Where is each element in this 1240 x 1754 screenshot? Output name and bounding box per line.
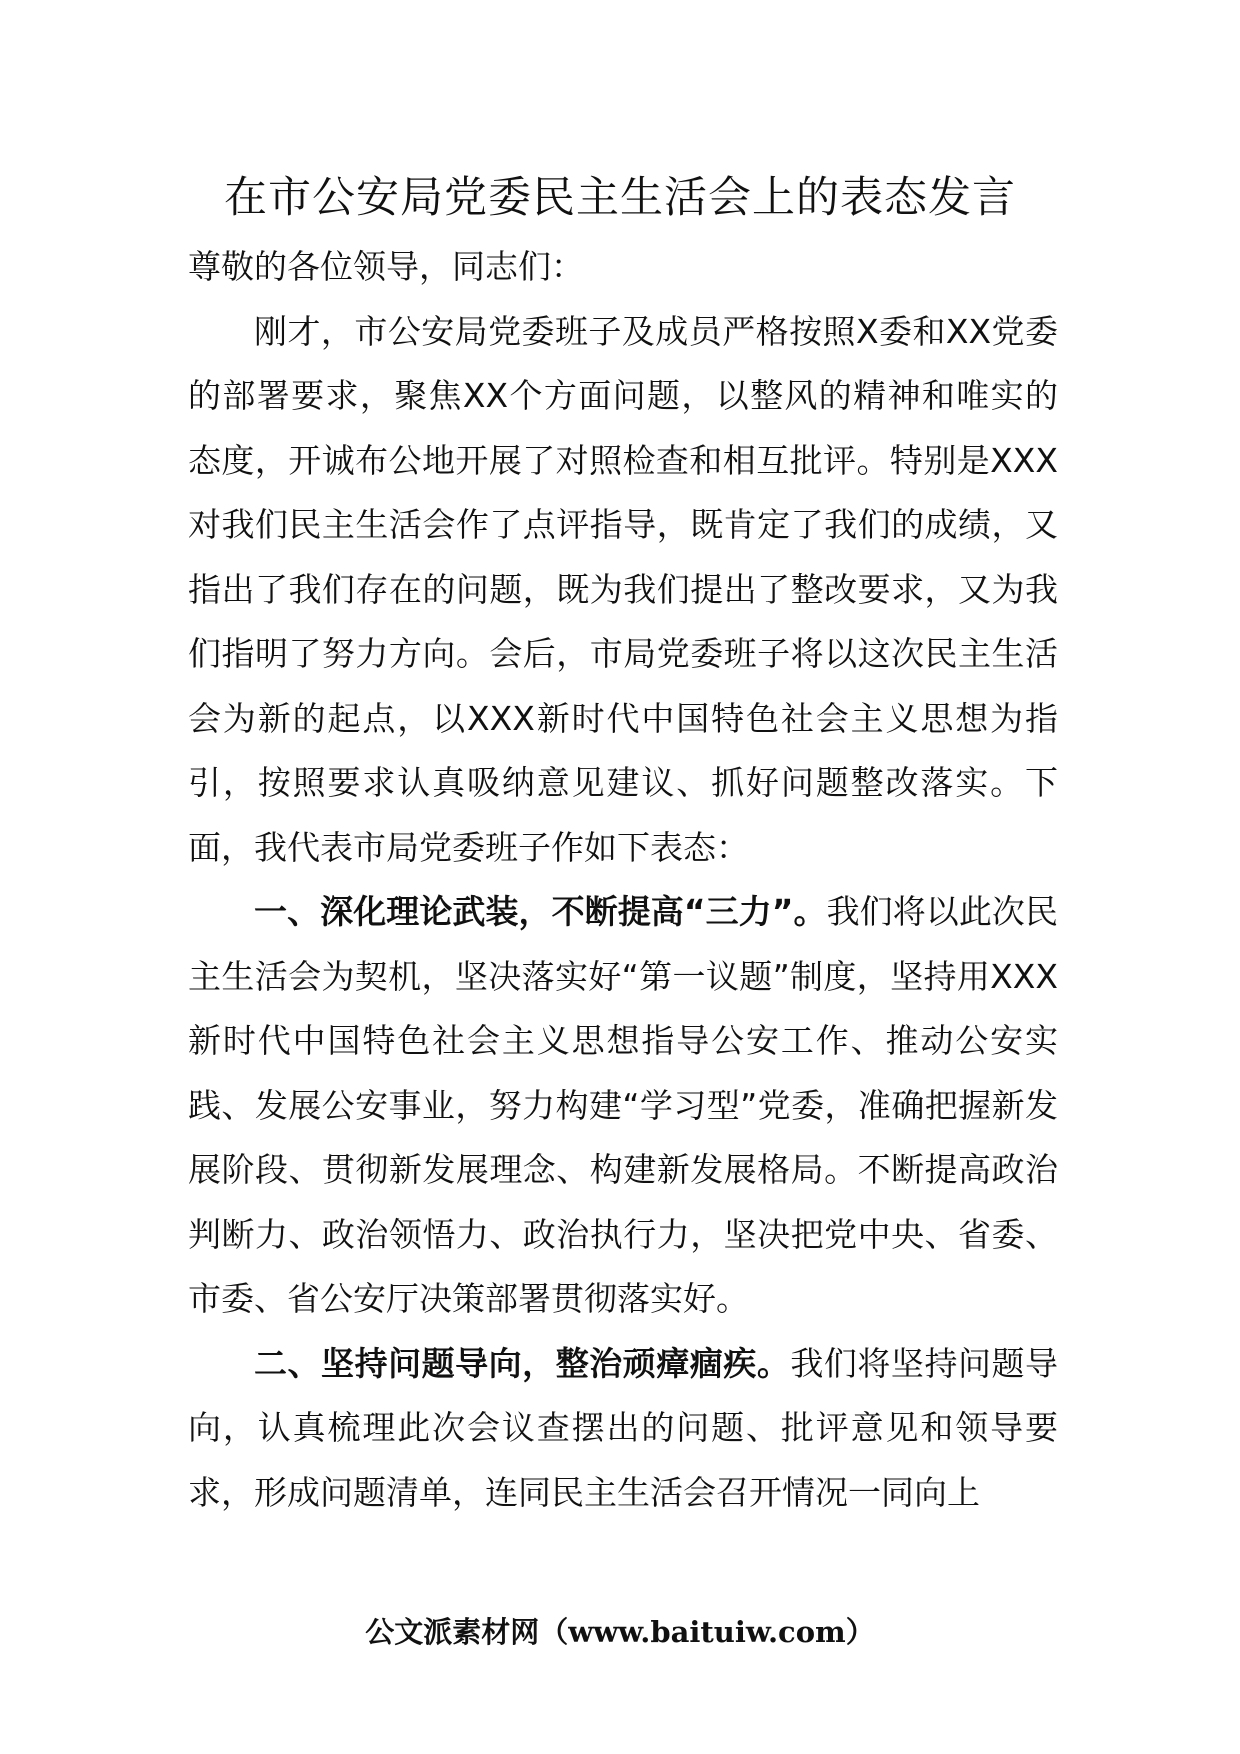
document-title: 在市公安局党委民主生活会上的表态发言: [224, 173, 1016, 223]
paragraph-intro: [188, 300, 1058, 881]
paragraph-section-2: [188, 1332, 1058, 1526]
section-heading: 二、坚持问题导向，整治顽瘴痼疾。: [254, 1343, 791, 1383]
document-body: [188, 235, 1058, 1525]
paragraph-section-1: [188, 880, 1058, 1332]
salutation: 尊敬的各位领导，同志们：: [188, 247, 584, 286]
paragraph-text: 我们将坚持问题导向，认真梳理此次会议查摆出的问题、批评意见和领导要求，形成问题清单，连同民主生活会召开情况一同向上: [188, 1343, 1059, 1512]
paragraph-text: 我们将以此次民主生活会为契机，坚决落实好“第一议题”制度，坚持用XXX新时代中国特色社会主义思想指导公安工作、推动公安实践、发展公安事业，努力构建“学习型”党委，准确把握新发展阶段、贯彻新发展理念、构建新发展格局。不断提高政治判断力、政治领悟力、政治执行力，坚决把党中央、省委、市委、省公安厅决策部署贯彻落实好。: [188, 892, 1058, 1318]
section-heading: 一、深化理论武装，不断提高“三力”。: [254, 892, 827, 931]
footer-watermark: 公文派素材网（www.baituiw.com）: [365, 1615, 875, 1649]
paragraph-text: 刚才，市公安局党委班子及成员严格按照X委和XX党委的部署要求，聚焦XX个方面问题，以整风的精神和唯实的态度，开诚布公地开展了对照检查和相互批评。特别是XXX对我们民主生活会作了点评指导，既肯定了我们的成绩，又指出了我们存在的问题，既为我们提出了整改要求，又为我们指明了努力方向。会后，市局党委班子将以这次民主生活会为新的起点，以XXX新时代中国特色社会主义思想为指引，按照要求认真吸纳意见建议、抓好问题整改落实。下面，我代表市局党委班子作如下表态：: [188, 311, 1058, 867]
